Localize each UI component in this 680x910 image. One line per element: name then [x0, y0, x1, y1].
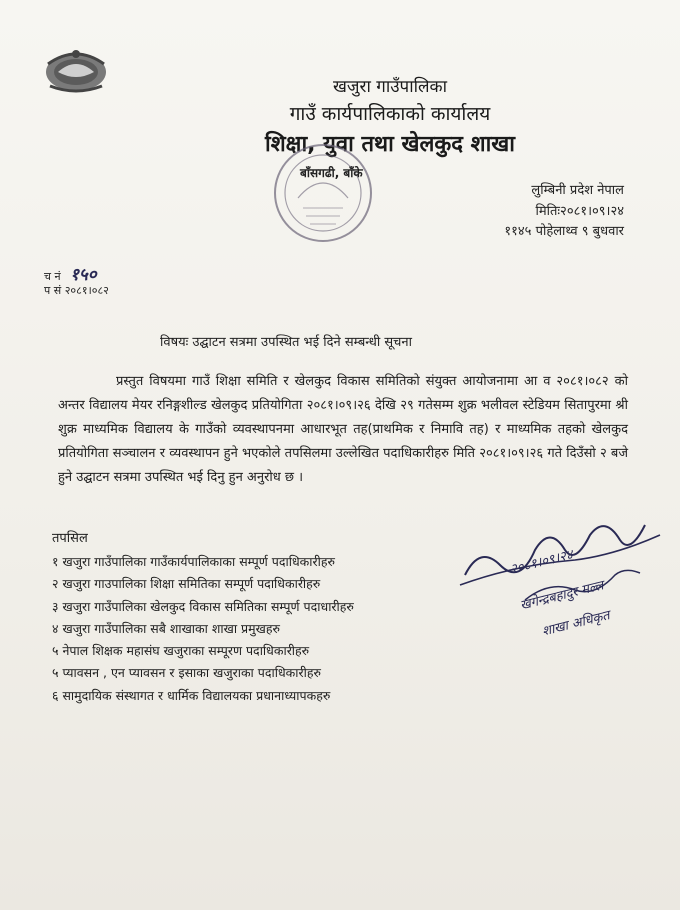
province-name: लुम्बिनी प्रदेश नेपाल [531, 183, 624, 198]
municipality-name: खजुरा गाउँपालिका [332, 77, 448, 97]
issue-date: मितिः२०८१।०९।२४ [535, 204, 624, 219]
list-item: ३ खजुरा गाउँपालिका खेलकुद विकास समितिका सम्पूर्ण पदाधारीहरु [52, 598, 354, 614]
list-item: ४ खजुरा गाउँपालिका सबै शाखाका शाखा प्रमुखहरु [52, 620, 280, 636]
letter-number-value: २०८१।०८२ [64, 284, 109, 297]
signature-date: २०८१।०९।२४ [508, 547, 575, 578]
letter-number-line [44, 283, 109, 298]
nepal-emblem-icon [40, 42, 112, 94]
nepal-sambat-date: ११४५ पोहेलाथ्व ९ बुधवार [504, 224, 624, 239]
office-name: गाउँ कार्यपालिकाको कार्यालय [289, 103, 491, 125]
office-address: बाँसगढी, बाँके [300, 166, 363, 180]
dispatch-label: च नं [44, 270, 61, 283]
subject-line: विषयः उद्घाटन सत्रमा उपस्थित भई दिने सम्बन्धी सूचना [160, 335, 412, 350]
list-item: १ खजुरा गाउँपालिका गाउँकार्यपालिकाका सम्पूर्ण पदाधिकारीहरु [52, 554, 335, 569]
list-item: ५ नेपाल शिक्षक महासंघ खजुराका सम्पूरण पदाधिकारीहरु [52, 643, 310, 659]
section-name: शिक्षा, युवा तथा खेलकुद शाखा [265, 132, 515, 157]
dispatch-number: १५० [70, 265, 97, 285]
signatory-title: शाखा अधिकृत [540, 608, 612, 640]
recipient-list [52, 551, 354, 707]
letter-number-label: प सं [44, 284, 62, 297]
list-item: ५ प्यावसन , एन प्यावसन र इसाका खजुराका पदाधिकारीहरु [52, 665, 321, 681]
body-paragraph: प्रस्तुत विषयमा गाउँ शिक्षा समिति र खेलकुद विकास समितिको संयुक्त आयोजनामा आ व २०८१।०८२ को अन्तर विद्यालय मेयर रनिङ्गशील्ड खेलकुद प्रतियोगिता २०८१।०९।२६ देखि २९ गतेसम्म शुक्र भलीवल स्टेडियम सितापुरमा श्री शुक्र माध्यमिक विद्यालय के गाउँको व्यवस्थापनमा आधारभूत तह(प्राथमिक र निमावि तह) र माध्यमिक तहको खेलकुद प्रतियोगिता सञ्चालन र व्यवस्थापन हुने भएकोले तपसिलमा उल्लेखित पदाधिकारीहरु मिति २०८१।०९।२६ गते दिउँसो २ बजे हुने उद्घाटन सत्रमा उपस्थित भई दिनु हुन अनुरोध छ । [58, 374, 628, 485]
signatory-name: खगेन्द्रबहादुर मल्ल [518, 578, 606, 614]
list-item: ६ सामुदायिक संस्थागत र धार्मिक विद्यालयका प्रधानाध्यापकहरु [52, 687, 331, 703]
list-item: २ खजुरा गाउपालिका शिक्षा समितिका सम्पूर्ण पदाधिकारीहरु [52, 576, 321, 592]
dispatch-number-line [44, 262, 97, 285]
tapsil-heading: तपसिल [52, 531, 88, 546]
office-round-stamp-icon [268, 138, 378, 248]
